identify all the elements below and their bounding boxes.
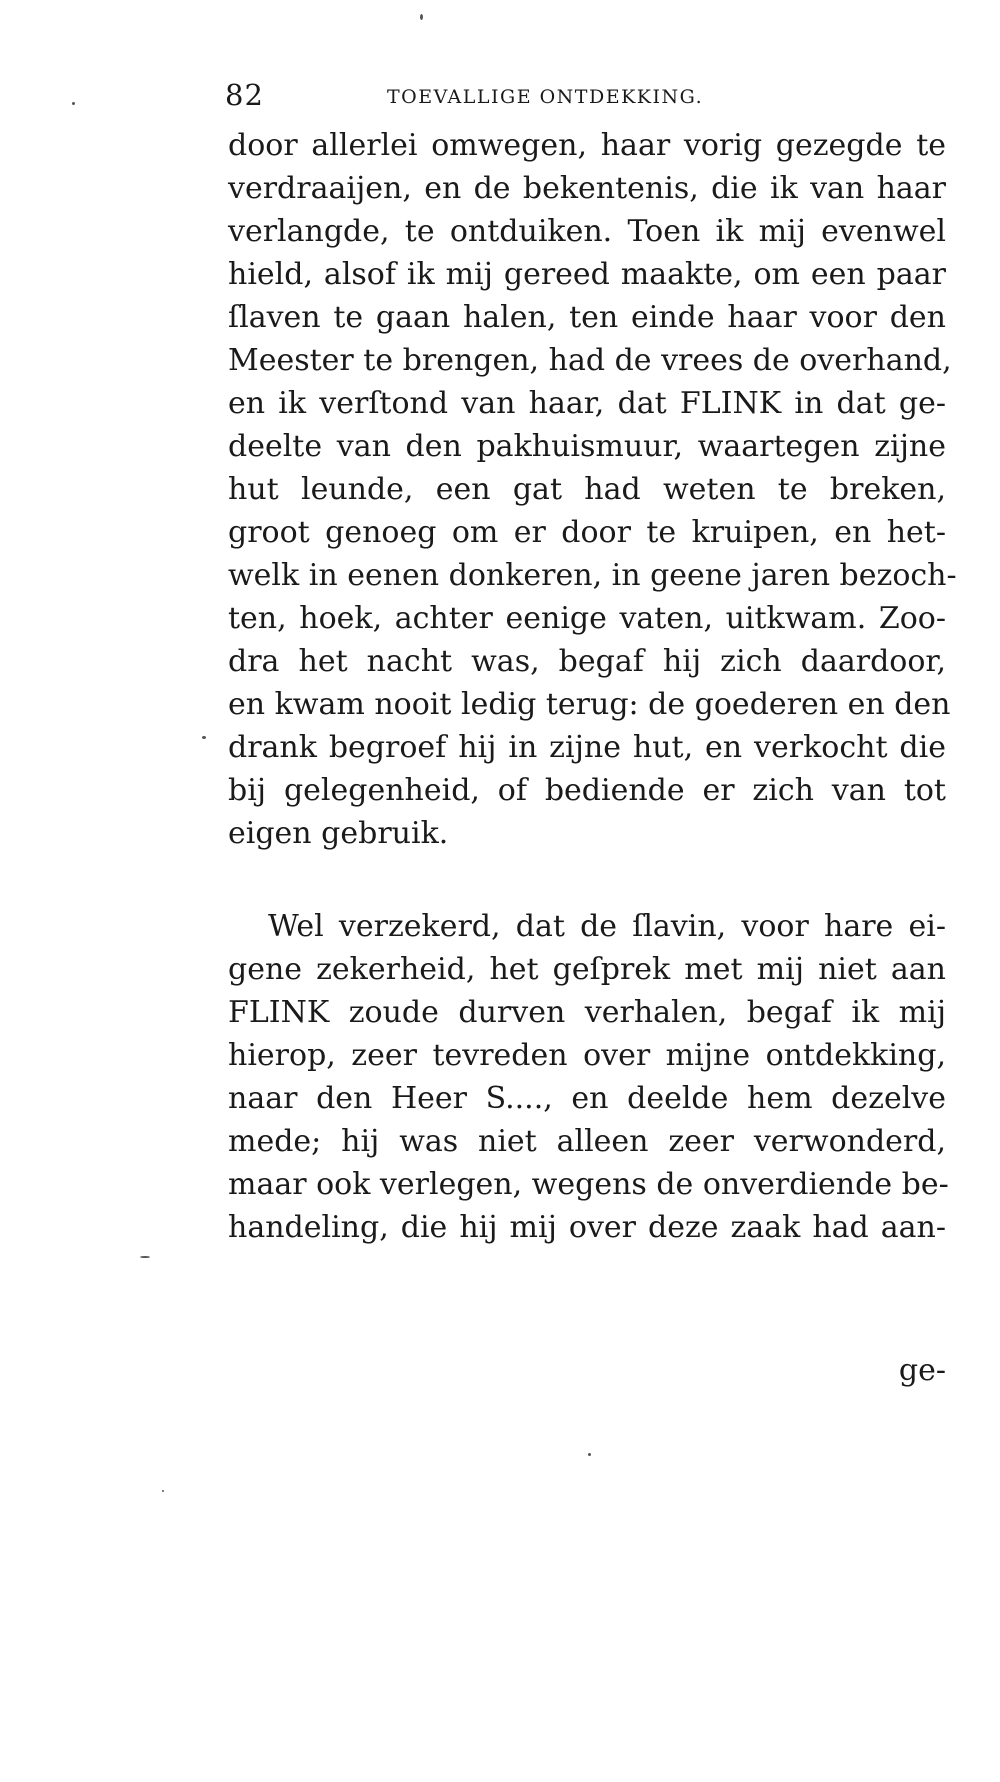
text-line: groot genoeg om er door te kruipen, en het- (228, 515, 946, 550)
page-header (225, 78, 760, 118)
text-line: FLINK zoude durven verhalen, begaf ik mij (228, 995, 946, 1030)
text-line: eigen gebruik. (228, 816, 449, 851)
text-line: door allerlei omwegen, haar vorig gezegde te (228, 128, 946, 163)
text-line: welk in eenen donkeren, in geene jaren bezoch- (228, 558, 957, 593)
text-line: gene zekerheid, het geſprek met mij niet aan (228, 952, 946, 987)
text-line: Meester te brengen, had de vrees de overhand, (228, 343, 952, 378)
paper-speck (72, 102, 75, 105)
text-line: en ik verſtond van haar, dat FLINK in dat ge- (228, 386, 946, 421)
text-line: naar den Heer S...., en deelde hem dezelve (228, 1081, 946, 1116)
text-line: deelte van den pakhuismuur, waartegen zijne (228, 429, 946, 464)
page-number: 82 (225, 78, 264, 112)
text-line: hierop, zeer tevreden over mijne ontdekking, (228, 1038, 946, 1073)
text-line: verdraaijen, en de bekentenis, die ik van haar (228, 171, 946, 206)
text-line: bij gelegenheid, of bediende er zich van tot (228, 773, 946, 808)
running-head: TOEVALLIGE ONTDEKKING. (387, 86, 704, 108)
paper-speck (202, 736, 206, 739)
text-line: dra het nacht was, begaf hij zich daardoor, (228, 644, 946, 679)
text-line: handeling, die hij mij over deze zaak had aan- (228, 1210, 946, 1245)
text-line: Wel verzekerd, dat de ſlavin, voor hare ei- (268, 909, 946, 944)
text-line: en kwam nooit ledig terug: de goederen en den (228, 687, 951, 722)
paper-speck (140, 1256, 150, 1258)
paper-speck (162, 1490, 164, 1492)
text-line: verlangde, te ontduiken. Toen ik mij evenwel (228, 214, 946, 249)
paper-speck (588, 1453, 591, 1456)
text-line: drank begroef hij in zijne hut, en verkocht die (228, 730, 946, 765)
text-line: hut leunde, een gat had weten te breken, (228, 472, 946, 507)
text-line: ſlaven te gaan halen, ten einde haar voor den (228, 300, 946, 335)
catchword: ge- (898, 1353, 946, 1388)
paper-speck (420, 14, 423, 20)
text-line: mede; hij was niet alleen zeer verwonderd, (228, 1124, 946, 1159)
text-line: hield, alsof ik mij gereed maakte, om een paar (228, 257, 946, 292)
text-line: ten, hoek, achter eenige vaten, uitkwam. Zoo- (228, 601, 946, 636)
text-line: maar ook verlegen, wegens de onverdiende be- (228, 1167, 949, 1202)
